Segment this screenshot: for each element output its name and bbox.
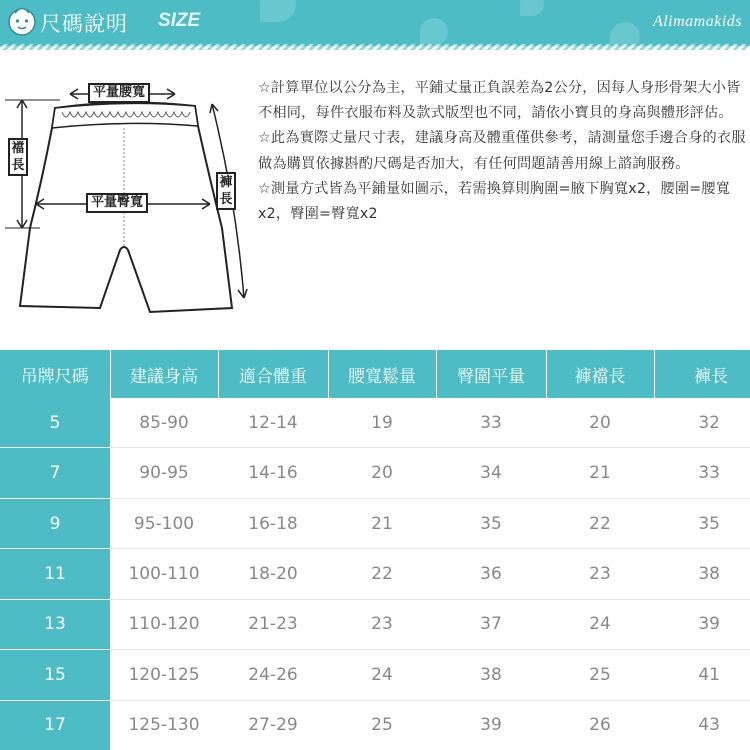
column-header-waist: 腰寬鬆量 [328,350,436,398]
length-cell: 35 [654,498,750,548]
hip-cell: 37 [436,599,546,649]
banner-divider [0,44,750,50]
waist-cell: 20 [328,448,436,498]
crotch-cell: 24 [546,599,654,649]
leaf-decoration [520,0,544,16]
hip-cell: 38 [436,650,546,700]
height-cell: 110-120 [110,599,218,649]
length-cell: 33 [654,448,750,498]
length-label: 褲長 [216,172,236,210]
crotch-cell: 21 [546,448,654,498]
table-row [0,599,750,649]
leaf-decoration [260,0,296,22]
header-banner [0,0,750,46]
table-row [0,700,750,750]
length-cell: 38 [654,549,750,599]
weight-cell: 12-14 [218,398,328,448]
baby-face-icon [6,4,38,38]
weight-cell: 21-23 [218,599,328,649]
size-cell: 11 [0,549,110,599]
measurement-diagram [0,60,250,320]
leaf-decoration [420,18,448,46]
size-cell: 5 [0,398,110,448]
note-paragraph: ☆計算單位以公分為主，平鋪丈量正負誤差為2公分，因每人身形骨架大小皆不相同，每件衣服布料及款式版型也不同，請依小寶貝的身高與體形評估。 [258,80,741,122]
size-cell: 9 [0,498,110,548]
hip-cell: 34 [436,448,546,498]
column-header-size-tag: 吊牌尺碼 [0,350,110,398]
crotch-cell: 20 [546,398,654,448]
height-cell: 125-130 [128,715,200,736]
hip-cell: 33 [436,398,546,448]
height-cell: 100-110 [110,549,218,599]
crotch-cell: 22 [546,498,654,548]
waist-cell: 19 [328,398,436,448]
column-header-crotch: 褲襠長 [546,350,654,398]
size-cell: 15 [0,650,110,700]
table-row [0,398,750,448]
waist-label: 平量腰寬 [88,83,150,103]
size-cell: 7 [0,448,110,498]
size-cell: 17 [0,700,110,750]
weight-cell: 14-16 [218,448,328,498]
note-paragraph: ☆測量方式皆為平鋪量如圖示，若需換算則胸圍=腋下胸寬x2，腰圍=腰寬x2，臀圍=臀寬x2 [258,180,731,223]
size-cell: 13 [0,599,110,649]
hip-label: 平量臀寬 [86,193,148,213]
column-header-length: 褲長 [654,350,750,398]
crotch-cell: 26 [589,715,611,736]
hip-cell: 36 [436,549,546,599]
size-notes [258,76,746,227]
table-row [0,498,750,548]
weight-cell: 18-20 [218,549,328,599]
size-table [0,350,750,750]
height-cell: 85-90 [110,398,218,448]
section-subtitle: SIZE [158,10,201,31]
table-row [0,549,750,599]
height-cell: 95-100 [110,498,218,548]
waist-cell: 23 [328,599,436,649]
waist-cell: 22 [328,549,436,599]
weight-cell: 27-29 [248,715,298,736]
height-cell: 90-95 [110,448,218,498]
weight-cell: 16-18 [218,498,328,548]
hip-cell: 39 [480,715,502,736]
hip-cell: 35 [436,498,546,548]
weight-cell: 24-26 [218,650,328,700]
crotch-label: 襠長 [8,138,28,176]
length-cell: 41 [654,650,750,700]
leaf-decoration [610,22,640,46]
brand-name: Alimamakids [652,13,742,30]
column-header-weight: 適合體重 [218,350,328,398]
length-cell: 39 [654,599,750,649]
waist-cell: 21 [328,498,436,548]
column-header-height: 建議身高 [110,350,218,398]
length-cell: 43 [698,715,720,736]
table-header-row [0,350,750,398]
table-row [0,448,750,498]
section-title: 尺碼說明 [40,12,128,36]
crotch-cell: 25 [546,650,654,700]
crotch-cell: 23 [546,549,654,599]
waist-cell: 25 [371,715,393,736]
waist-cell: 24 [328,650,436,700]
column-header-hip: 臀圍平量 [436,350,546,398]
length-cell: 32 [654,398,750,448]
table-row [0,650,750,700]
height-cell: 120-125 [110,650,218,700]
note-paragraph: ☆此為實際丈量尺寸表，建議身高及體重僅供參考，請測量您手邊合身的衣服做為購買依據斟酌尺碼是否加大，有任何問題請善用線上諮詢服務。 [258,130,746,172]
